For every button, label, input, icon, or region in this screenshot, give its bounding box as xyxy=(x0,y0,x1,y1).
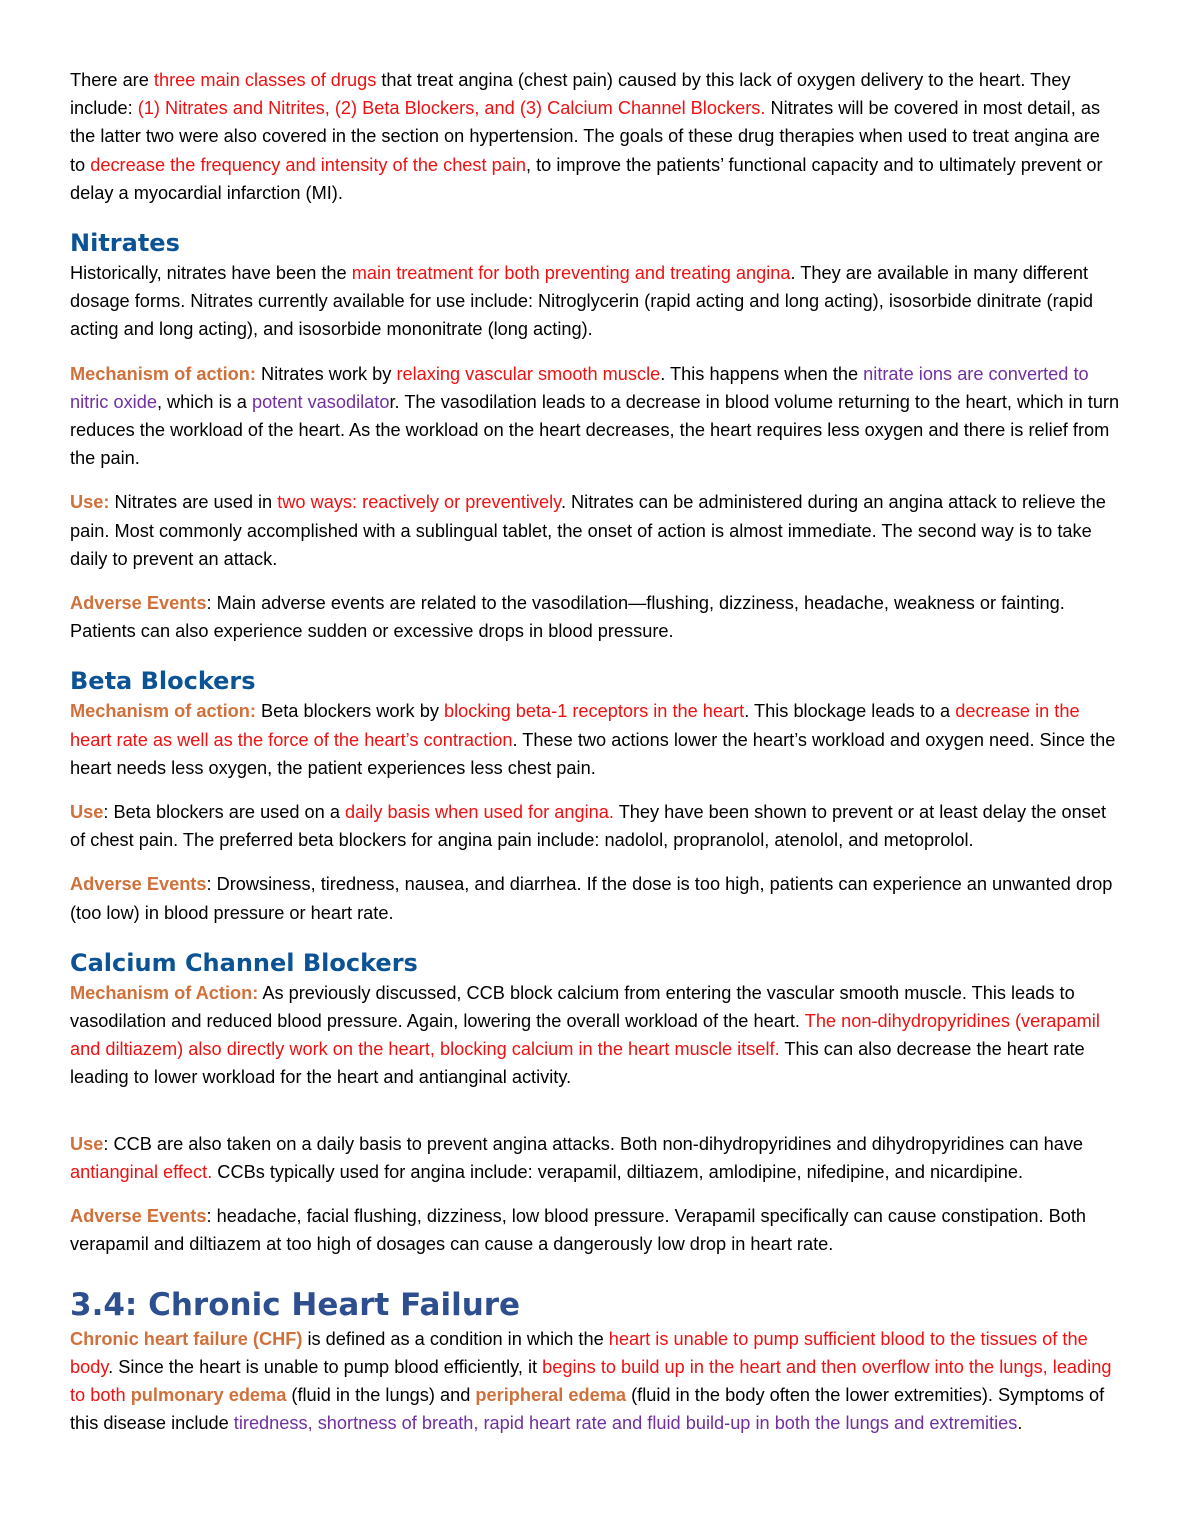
mechanism-label: Mechanism of Action: xyxy=(70,982,259,1003)
nitrates-heading: Nitrates xyxy=(70,229,180,258)
adverse-events-label: Adverse Events xyxy=(70,1206,207,1227)
nitrates-adverse-events-paragraph: Adverse Events: Main adverse events are related to the vasodilation—flushing, dizziness, headache, weakness or fainting. Patients can also experience sudden or excessive drops in blood pressure. xyxy=(70,593,1065,642)
mechanism-label: Mechanism of action: xyxy=(70,363,256,384)
use-label: Use: xyxy=(70,492,110,513)
adverse-events-label: Adverse Events xyxy=(70,874,207,895)
nitrates-overview-paragraph: Historically, nitrates have been the main treatment for both preventing and treating angina. They are available in many different dosage forms. Nitrates currently available for use include: Nitroglycerin (rapid acting and long acting), isosorbide dinitrate (rapid acting and long acting), and isosorbide mononitrate (long acting). xyxy=(70,263,1094,340)
beta-use-paragraph: Use: Beta blockers are used on a daily basis when used for angina. They have been shown to prevent or at least delay the onset of chest pain. The preferred beta blockers for angina pain include: nadolol, propranolol, atenolol, and metoprolol. xyxy=(70,802,1107,851)
paragraph-spacer xyxy=(70,1108,1120,1130)
ccb-use-paragraph: Use: CCB are also taken on a daily basis to prevent angina attacks. Both non-dihydropyridines and dihydropyridines can have antianginal effect. CCBs typically used for angina include: verapamil, diltiazem, amlodipine, nifedipine, and nicardipine. xyxy=(70,1133,1084,1182)
adverse-events-label: Adverse Events xyxy=(70,593,207,614)
nitrates-mechanism-paragraph: Mechanism of action: Nitrates work by relaxing vascular smooth muscle. This happens when the nitrate ions are converted to nitric oxide, which is a potent vasodilator. The vasodilation leads to a decrease in blood volume returning to the heart, which in turn reduces the workload of the heart. As the workload on the heart decreases, the heart requires less oxygen and there is relief from the pain. xyxy=(70,363,1120,469)
ccb-mechanism-paragraph: Mechanism of Action: As previously discussed, CCB block calcium from entering the vascular smooth muscle. This leads to vasodilation and reduced blood pressure. Again, lowering the overall workload of the heart. The non-dihydropyridines (verapamil and diltiazem) also directly work on the heart, blocking calcium in the heart muscle itself. This can also decrease the heart rate leading to lower workload for the heart and antianginal activity. xyxy=(70,982,1100,1088)
beta-blockers-heading: Beta Blockers xyxy=(70,667,256,696)
mechanism-label: Mechanism of action: xyxy=(70,701,256,722)
beta-mechanism-paragraph: Mechanism of action: Beta blockers work by blocking beta-1 receptors in the heart. This blockage leads to a decrease in the heart rate as well as the force of the heart’s contraction. These two actions lower the heart’s workload and oxygen need. Since the heart needs less oxygen, the patient experiences less chest pain. xyxy=(70,701,1116,778)
beta-adverse-events-paragraph: Adverse Events: Drowsiness, tiredness, nausea, and diarrhea. If the dose is too high, patients can experience an unwanted drop (too low) in blood pressure or heart rate. xyxy=(70,874,1113,923)
nitrates-use-paragraph: Use: Nitrates are used in two ways: reactively or preventively. Nitrates can be administered during an angina attack to relieve the pain. Most commonly accomplished with a sublingual tablet, the onset of action is almost immediate. The second way is to take daily to prevent an attack. xyxy=(70,492,1106,569)
use-label: Use xyxy=(70,1133,104,1154)
chf-section-title: 3.4: Chronic Heart Failure xyxy=(70,1286,521,1323)
ccb-adverse-events-paragraph: Adverse Events: headache, facial flushing, dizziness, low blood pressure. Verapamil specifically can cause constipation. Both verapamil and diltiazem at too high of dosages can cause a dangerously low drop in heart rate. xyxy=(70,1206,1087,1255)
ccb-heading: Calcium Channel Blockers xyxy=(70,948,418,977)
use-label: Use xyxy=(70,802,104,823)
chf-definition-paragraph: Chronic heart failure (CHF) is defined as a condition in which the heart is unable to pump sufficient blood to the tissues of the body. Since the heart is unable to pump blood efficiently, it begins to build up in the heart and then overflow into the lungs, leading to both pulmonary edema (fluid in the lungs) and peripheral edema (fluid in the body often the lower extremities). Symptoms of this disease include tiredness, shortness of breath, rapid heart rate and fluid build-up in both the lungs and extremities. xyxy=(70,1328,1112,1434)
chf-label: Chronic heart failure (CHF) xyxy=(70,1328,303,1349)
intro-paragraph: There are three main classes of drugs that treat angina (chest pain) caused by this lack of oxygen delivery to the heart. They include: (1) Nitrates and Nitrites, (2) Beta Blockers, and (3) Calcium Channel Blockers. Nitrates will be covered in most detail, as the latter two were also covered in the section on hypertension. The goals of these drug therapies when used to treat angina are to decrease the frequency and intensity of the chest pain, to improve the patients’ functional capacity and to ultimately prevent or delay a myocardial infarction (MI). xyxy=(70,70,1103,203)
